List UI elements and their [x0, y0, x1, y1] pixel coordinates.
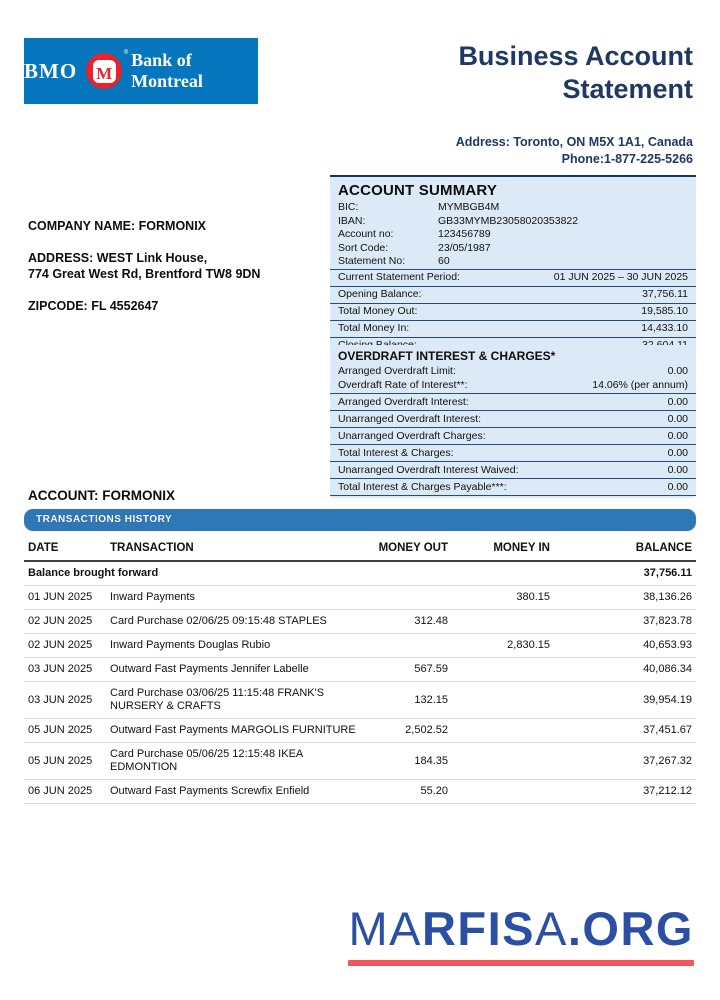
summary-value: 37,756.11: [642, 288, 688, 300]
overdraft-label: Unarranged Overdraft Charges:: [338, 429, 486, 442]
summary-detail-row: [330, 215, 696, 229]
tx-date: 03 JUN 2025: [28, 663, 93, 675]
summary-ruled-row: [330, 269, 696, 286]
detail-value: 23/05/1987: [438, 241, 491, 254]
summary-label: Opening Balance:: [338, 288, 422, 300]
overdraft-title: OVERDRAFT INTEREST & CHARGES*: [338, 349, 556, 363]
tx-description: Inward Payments Douglas Rubio: [110, 639, 271, 651]
bmo-medallion-icon: [86, 50, 129, 89]
brand-segment: .ORG: [567, 902, 694, 955]
table-row: [24, 586, 696, 610]
account-summary-panel: [330, 175, 696, 357]
overdraft-label: Arranged Overdraft Interest:: [338, 395, 469, 408]
summary-ruled-row: [330, 320, 696, 337]
tx-money-in: 380.15: [516, 591, 550, 603]
col-header-money-in: MONEY IN: [493, 542, 550, 554]
statement-title-line2: Statement: [562, 74, 693, 104]
overdraft-label: Arranged Overdraft Limit:: [338, 365, 456, 377]
marfisa-brand: [348, 901, 694, 966]
summary-detail-row: [330, 242, 696, 256]
tx-date: 02 JUN 2025: [28, 639, 93, 651]
detail-label: Account no:: [338, 228, 394, 240]
transactions-table: [24, 538, 696, 804]
table-row: [24, 610, 696, 634]
summary-value: 19,585.10: [641, 305, 688, 317]
col-header-transaction: TRANSACTION: [110, 542, 194, 554]
bmo-wordmark: BMO: [24, 58, 78, 83]
tx-date: 05 JUN 2025: [28, 754, 93, 767]
table-row: [24, 780, 696, 804]
bmo-logo: [24, 38, 258, 104]
tx-balance: 38,136.26: [643, 591, 692, 603]
tx-money-out: 312.48: [414, 615, 448, 627]
summary-detail-row: [330, 255, 696, 269]
overdraft-panel: [330, 345, 696, 498]
tx-money-out: 184.35: [414, 754, 448, 767]
company-info-block: [28, 218, 260, 314]
table-row: [24, 682, 696, 719]
tx-balance: 37,823.78: [643, 615, 692, 627]
tx-description: Card Purchase 03/06/25 11:15:48 FRANK'S NURSERY & CRAFTS: [110, 687, 325, 712]
tx-description: Card Purchase 02/06/25 09:15:48 STAPLES: [110, 615, 327, 627]
detail-label: IBAN:: [338, 214, 366, 227]
tx-money-out: 2,502.52: [405, 724, 448, 736]
brand-segment: RFIS: [421, 902, 536, 955]
overdraft-value: 0.00: [667, 463, 688, 476]
tx-date: 05 JUN 2025: [28, 724, 93, 736]
tx-balance: 37,267.32: [643, 754, 692, 767]
tx-date: 02 JUN 2025: [28, 615, 93, 627]
brand-segment: MA: [348, 902, 422, 955]
summary-label: Total Money In:: [338, 322, 410, 334]
tx-description: Outward Fast Payments Jennifer Labelle: [110, 663, 309, 675]
overdraft-ruled-row: [330, 478, 696, 496]
medallion-circle: [86, 53, 122, 89]
tx-date: 03 JUN 2025: [28, 693, 93, 706]
overdraft-value: 0.00: [667, 395, 688, 408]
overdraft-row: [330, 379, 696, 393]
tx-money-in: 2,830.15: [507, 639, 550, 651]
table-row: [24, 658, 696, 682]
company-zipcode-line: ZIPCODE: FL 4552647: [28, 299, 159, 313]
summary-value: 14,433.10: [641, 322, 688, 334]
tx-date: 01 JUN 2025: [28, 591, 93, 603]
detail-label: Sort Code:: [338, 241, 389, 254]
tx-balance: 40,653.93: [643, 639, 692, 651]
summary-ruled-row: [330, 303, 696, 320]
overdraft-value: 0.00: [667, 480, 688, 493]
table-header-row: [24, 538, 696, 562]
balance-brought-forward-row: [24, 562, 696, 586]
detail-label: Statement No:: [338, 255, 406, 267]
bank-name-text: Bank of Montreal: [131, 50, 203, 91]
spacer: [28, 234, 260, 250]
statement-title: [363, 40, 693, 106]
brand-segment: A: [535, 902, 568, 955]
company-address-line1: ADDRESS: WEST Link House,: [28, 251, 208, 265]
summary-ruled-row: [330, 286, 696, 303]
marfisa-wordmark: [348, 901, 694, 957]
tx-description: Card Purchase 05/06/25 12:15:48 IKEA EDMONTION: [110, 748, 303, 773]
registered-mark: ®: [123, 50, 129, 56]
overdraft-label: Total Interest & Charges:: [338, 446, 454, 459]
tx-money-out: 55.20: [420, 785, 448, 797]
tx-money-out: 132.15: [414, 693, 448, 706]
overdraft-value: 0.00: [667, 446, 688, 459]
medallion-square: [93, 60, 116, 83]
tx-date: 06 JUN 2025: [28, 785, 93, 797]
overdraft-ruled-row: [330, 461, 696, 478]
bbf-balance: 37,756.11: [643, 567, 692, 579]
overdraft-label: Unarranged Overdraft Interest:: [338, 412, 481, 425]
col-header-money-out: MONEY OUT: [378, 542, 448, 554]
summary-value: 01 JUN 2025 – 30 JUN 2025: [553, 271, 688, 283]
overdraft-value: 0.00: [667, 429, 688, 442]
detail-label: BIC:: [338, 201, 359, 213]
bank-contact-block: [363, 134, 693, 168]
statement-title-line1: Business Account: [458, 41, 693, 71]
detail-value: MYMBGB4M: [438, 201, 500, 213]
company-address-line2: 774 Great West Rd, Brentford TW8 9DN: [28, 267, 261, 281]
overdraft-label: Total Interest & Charges Payable***:: [338, 480, 507, 493]
tx-description: Outward Fast Payments Screwfix Enfield: [110, 785, 310, 797]
bank-phone-line: Phone:1-877-225-5266: [561, 152, 693, 166]
tx-balance: 37,212.12: [643, 785, 692, 797]
detail-value: 60: [438, 255, 450, 267]
overdraft-label: Overdraft Rate of Interest**:: [338, 379, 468, 391]
bbf-label: Balance brought forward: [28, 567, 159, 579]
tx-money-out: 567.59: [414, 663, 448, 675]
account-heading: ACCOUNT: FORMONIX: [28, 488, 175, 503]
overdraft-ruled-row: [330, 444, 696, 461]
table-row: [24, 634, 696, 658]
transactions-history-banner: TRANSACTIONS HISTORY: [24, 509, 696, 531]
summary-detail-row: [330, 201, 696, 215]
overdraft-ruled-row: [330, 410, 696, 427]
overdraft-ruled-row: [330, 427, 696, 444]
spacer: [28, 282, 260, 298]
overdraft-ruled-row: [330, 393, 696, 410]
overdraft-value: 0.00: [667, 365, 688, 377]
table-row: [24, 743, 696, 780]
summary-label: Total Money Out:: [338, 305, 418, 317]
tx-balance: 40,086.34: [643, 663, 692, 675]
account-summary-title: ACCOUNT SUMMARY: [338, 182, 498, 199]
detail-value: 123456789: [438, 228, 491, 240]
overdraft-value: 14.06% (per annum): [592, 379, 688, 391]
tx-balance: 39,954.19: [643, 693, 692, 706]
table-row: [24, 719, 696, 743]
tx-description: Inward Payments: [110, 591, 195, 603]
overdraft-value: 0.00: [667, 412, 688, 425]
summary-label: Current Statement Period:: [338, 271, 460, 283]
summary-detail-row: [330, 228, 696, 242]
tx-balance: 37,451.67: [643, 724, 692, 736]
medallion-letter: M: [96, 63, 113, 83]
company-name-line: COMPANY NAME: FORMONIX: [28, 219, 207, 233]
detail-value: GB33MYMB23058020353822: [438, 214, 579, 227]
col-header-date: DATE: [28, 542, 59, 554]
overdraft-label: Unarranged Overdraft Interest Waived:: [338, 463, 519, 476]
bank-address-line: Address: Toronto, ON M5X 1A1, Canada: [455, 135, 693, 149]
col-header-balance: BALANCE: [635, 542, 692, 554]
overdraft-row: [330, 365, 696, 379]
tx-description: Outward Fast Payments MARGOLIS FURNITURE: [110, 724, 356, 736]
brand-underline: [348, 960, 694, 966]
